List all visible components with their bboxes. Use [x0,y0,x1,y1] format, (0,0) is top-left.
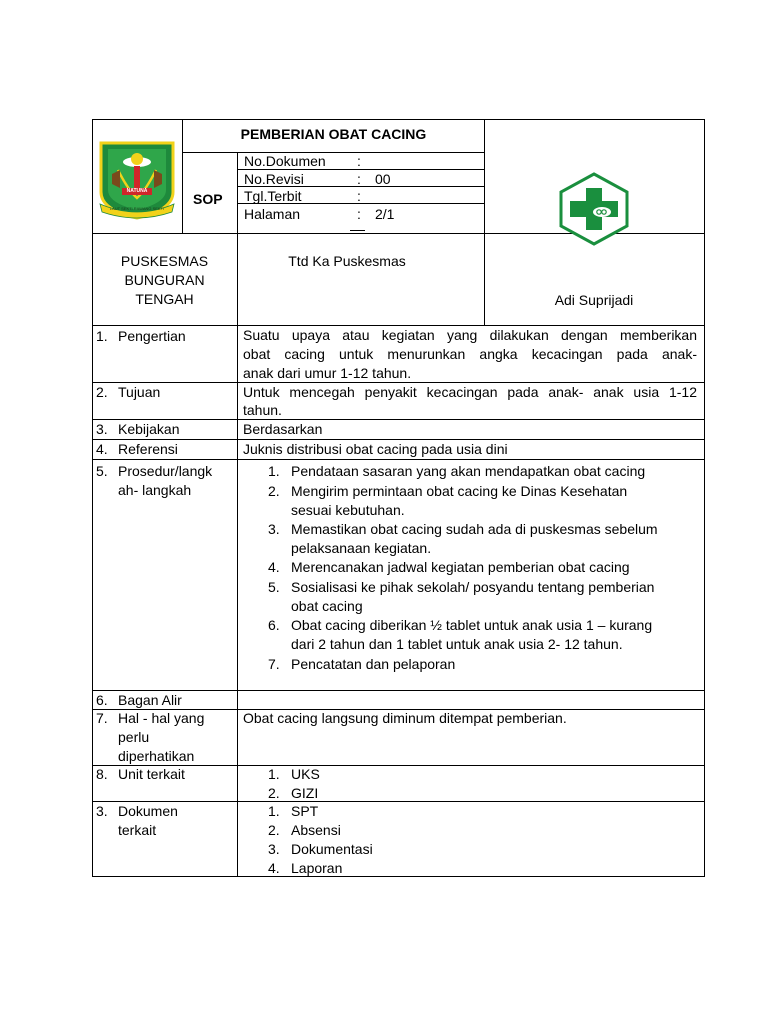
signer-name: Adi Suprijadi [554,292,634,308]
document-item: Laporan [291,860,343,876]
policy-text: Berdasarkan [243,421,323,437]
divider [237,152,238,233]
table-border-top [92,119,705,120]
step-text: Memastikan obat cacing sudah ada di puskesmas sebelum [291,521,658,537]
logo-motto-text: LAUT SEKTI RAWANG SEKTI [109,206,165,211]
step-number: 6. [268,617,280,633]
row-number: 7. [96,710,108,726]
logo-name-text: NATUNA [126,188,148,194]
page-label: Halaman [244,206,301,222]
step-number: 5. [268,579,280,595]
step-number: 2. [268,483,280,499]
org-name-line-3: TENGAH [135,291,194,307]
divider [350,230,365,231]
row-label-prosedur: ah- langkah [118,482,192,498]
row-label-dokumen: Dokumen [118,803,178,819]
document-number: 1. [268,803,280,819]
row-number: 4. [96,441,108,457]
row-number: 8. [96,766,108,782]
document-title: PEMBERIAN OBAT CACING [240,126,427,142]
document-number: 2. [268,822,280,838]
document-item: Absensi [291,822,341,838]
divider [92,419,705,420]
row-number: 2. [96,384,108,400]
document-number: 3. [268,841,280,857]
definition-line: Suatu upaya atau kegiatan yang dilakukan dengan memberikan [243,327,697,343]
step-text: Obat cacing diberikan ½ tablet untuk anak usia 1 – kurang [291,617,653,633]
unit-number: 2. [268,785,280,801]
org-name-line-1: PUSKESMAS [120,253,209,269]
page-sep: : [357,206,361,222]
row-label-prosedur: Prosedur/langk [118,463,213,479]
sop-label: SOP [193,191,223,207]
step-number: 7. [268,656,280,672]
divider [92,690,705,691]
org-name-line-2: BUNGURAN [124,272,205,288]
step-text: obat cacing [291,598,363,614]
puskesmas-logo [558,172,630,246]
district-logo [98,140,176,220]
row-label-tujuan: Tujuan [118,384,161,400]
unit-item: UKS [291,766,320,782]
step-text: Mengirim permintaan obat cacing ke Dinas Kesehatan [291,483,628,499]
unit-item: GIZI [291,785,319,801]
step-text: Pencatatan dan pelaporan [291,656,456,672]
row-label-dokumen: terkait [118,822,157,838]
row-label-unit: Unit terkait [118,766,185,782]
row-label-hal: perlu [118,729,150,745]
row-label-hal: Hal - hal yang [118,710,205,726]
row-number: 6. [96,692,108,708]
definition-line: anak dari umur 1-12 tahun. [243,365,412,381]
unit-number: 1. [268,766,280,782]
row-label-hal: diperhatikan [118,748,195,764]
step-number: 4. [268,559,280,575]
signature-label: Ttd Ka Puskesmas [288,253,406,269]
step-text: Sosialisasi ke pihak sekolah/ posyandu tentang pemberian [291,579,655,595]
divider [237,233,238,877]
notes-text: Obat cacing langsung diminum ditempat pemberian. [243,710,567,726]
document-item: Dokumentasi [291,841,373,857]
document-number: 4. [268,860,280,876]
document-item: SPT [291,803,319,819]
step-number: 3. [268,521,280,537]
doc-number-sep: : [357,153,361,169]
definition-line: obat cacing untuk menurunkan angka kecacingan pada anak- [243,346,697,362]
step-text: Pendataan sasaran yang akan mendapatkan obat cacing [291,463,646,479]
divider [92,801,705,802]
revision-value: 00 [375,171,391,187]
row-label-bagan: Bagan Alir [118,692,182,708]
row-label-referensi: Referensi [118,441,178,457]
page-value: 2/1 [375,206,395,222]
issue-date-sep: : [357,188,361,204]
objective-line: Untuk mencegah penyakit kecacingan pada anak- anak usia 1-12 [243,384,697,400]
revision-sep: : [357,171,361,187]
row-label-kebijakan: Kebijakan [118,421,180,437]
issue-date-label: Tgl.Terbit [244,188,302,204]
step-text: sesuai kebutuhan. [291,502,405,518]
doc-number-label: No.Dokumen [244,153,326,169]
row-number: 5. [96,463,108,479]
revision-label: No.Revisi [244,171,304,187]
step-text: Merencanakan jadwal kegiatan pemberian obat cacing [291,559,630,575]
table-border-bottom [92,876,705,877]
divider [92,459,705,460]
divider [182,152,485,153]
step-number: 1. [268,463,280,479]
reference-text: Juknis distribusi obat cacing pada usia dini [243,441,508,457]
row-number: 1. [96,328,108,344]
step-text: pelaksanaan kegiatan. [291,540,432,556]
row-label-pengertian: Pengertian [118,328,186,344]
objective-line: tahun. [243,402,282,418]
step-text: dari 2 tahun dan 1 tablet untuk anak usia 2- 12 tahun. [291,636,623,652]
row-number: 3. [96,803,108,819]
row-number: 3. [96,421,108,437]
